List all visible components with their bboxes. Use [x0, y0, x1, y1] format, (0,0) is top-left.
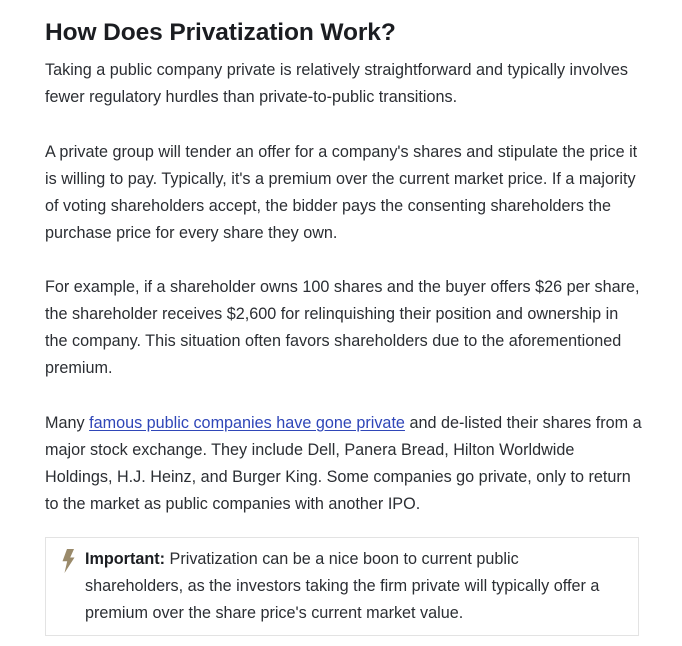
paragraph-text-after-link: and de-listed their shares from a major stock exchange. They include Dell, Panera Bread, Hilton Worldwide Holdings, H.J. Heinz, and Burger King. Some companies go private, only to return to the market as public companies with another IPO. [45, 414, 642, 513]
paragraph-famous-companies [45, 410, 643, 518]
important-callout [45, 537, 639, 636]
paragraph-text-before-link: Many [45, 414, 90, 432]
famous-companies-link[interactable]: famous public companies have gone private [89, 414, 405, 432]
callout-text: Privatization can be a nice boon to current public shareholders, as the investors taking the firm private will typically offer a premium over the share price's current market value. [85, 550, 600, 622]
paragraph-example: For example, if a shareholder owns 100 shares and the buyer offers $26 per share, the shareholder receives $2,600 for relinquishing their position and ownership in the company. This situation often favors shareholders due to the aforementioned premium. [45, 278, 640, 377]
paragraph-intro: Taking a public company private is relatively straightforward and typically involves fewer regulatory hurdles than private-to-public transitions. [45, 61, 629, 106]
lightning-bolt-icon [61, 549, 75, 573]
section-heading: How Does Privatization Work? [45, 19, 396, 46]
paragraph-tender-offer: A private group will tender an offer for a company's shares and stipulate the price it is willing to pay. Typically, it's a premium over the current market price. If a majority of voting shareholders accept, the bidder pays the consenting shareholders the purchase price for every share they own. [45, 143, 638, 242]
callout-label: Important: [85, 550, 166, 568]
callout-body [85, 546, 605, 627]
